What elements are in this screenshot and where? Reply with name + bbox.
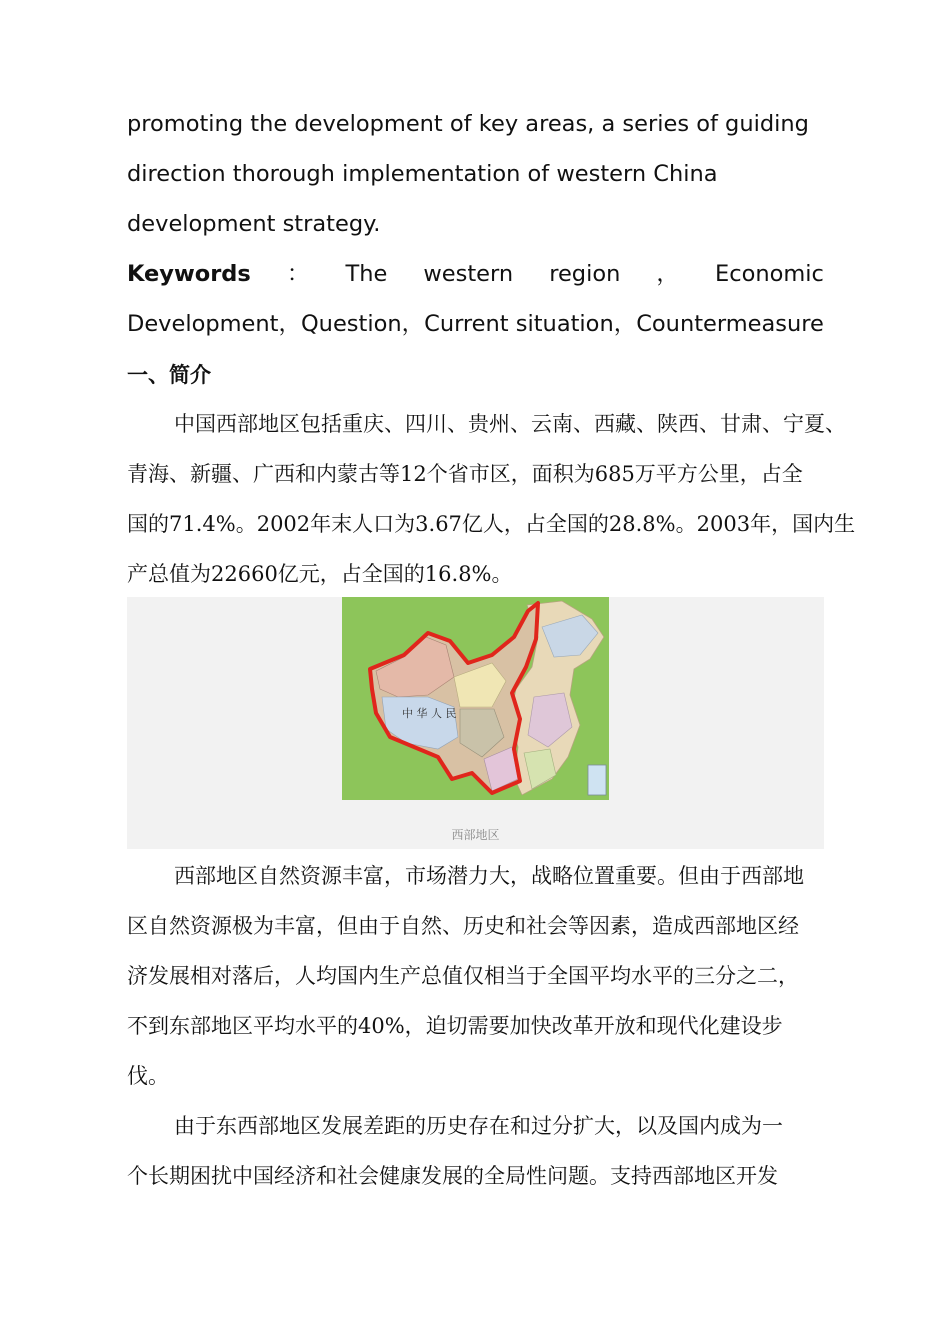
para1-line-4: 产总值为22660亿元，占全国的16.8%。 [127, 562, 513, 586]
para2-line-2: 区自然资源极为丰富，但由于自然、历史和社会等因素，造成西部地区经 [127, 914, 799, 938]
para1-line-1: 中国西部地区包括重庆、四川、贵州、云南、西藏、陕西、甘肃、宁夏、 [174, 412, 846, 436]
keyword-term: Economic [715, 261, 824, 287]
para1-line-2: 青海、新疆、广西和内蒙古等12个省市区，面积为685万平方公里，占全 [127, 462, 803, 486]
keywords-line-2: Development，Question，Current situation，Countermeasure [127, 311, 824, 337]
para3-line-1: 由于东西部地区发展差距的历史存在和过分扩大，以及国内成为一 [174, 1114, 783, 1138]
map-figure [127, 597, 824, 849]
keywords-label: Keywords [127, 261, 251, 287]
para2-line-1: 西部地区自然资源丰富，市场潜力大，战略位置重要。但由于西部地 [174, 864, 804, 888]
keyword-term: The [345, 261, 388, 287]
keyword-term: region [549, 261, 621, 287]
keyword-term: western [423, 261, 514, 287]
abstract-line-1: promoting the development of key areas, a series of guiding [127, 111, 809, 137]
keyword-separator: ， [656, 261, 679, 287]
para3-line-2: 个长期困扰中国经济和社会健康发展的全局性问题。支持西部地区开发 [127, 1164, 778, 1188]
para1-line-3: 国的71.4%。2002年末人口为3.67亿人，占全国的28.8%。2003年，国内生 [127, 512, 856, 536]
figure-caption: 西部地区 [451, 828, 500, 842]
keywords-colon: ： [286, 261, 310, 287]
western-region-map [342, 597, 609, 800]
para2-line-5: 伐。 [127, 1064, 169, 1088]
para2-line-3: 济发展相对落后，人均国内生产总值仅相当于全国平均水平的三分之二， [127, 964, 799, 988]
abstract-line-3: development strategy. [127, 211, 381, 237]
section-heading: 一、简介 [127, 362, 211, 387]
para2-line-4: 不到东部地区平均水平的40%，迫切需要加快改革开放和现代化建设步 [127, 1014, 783, 1038]
abstract-line-2: direction thorough implementation of western China [127, 161, 718, 187]
china-map-illustration [342, 597, 609, 800]
map-label: 中 华 人 民 [402, 707, 457, 720]
keywords-line-1 [127, 260, 824, 288]
